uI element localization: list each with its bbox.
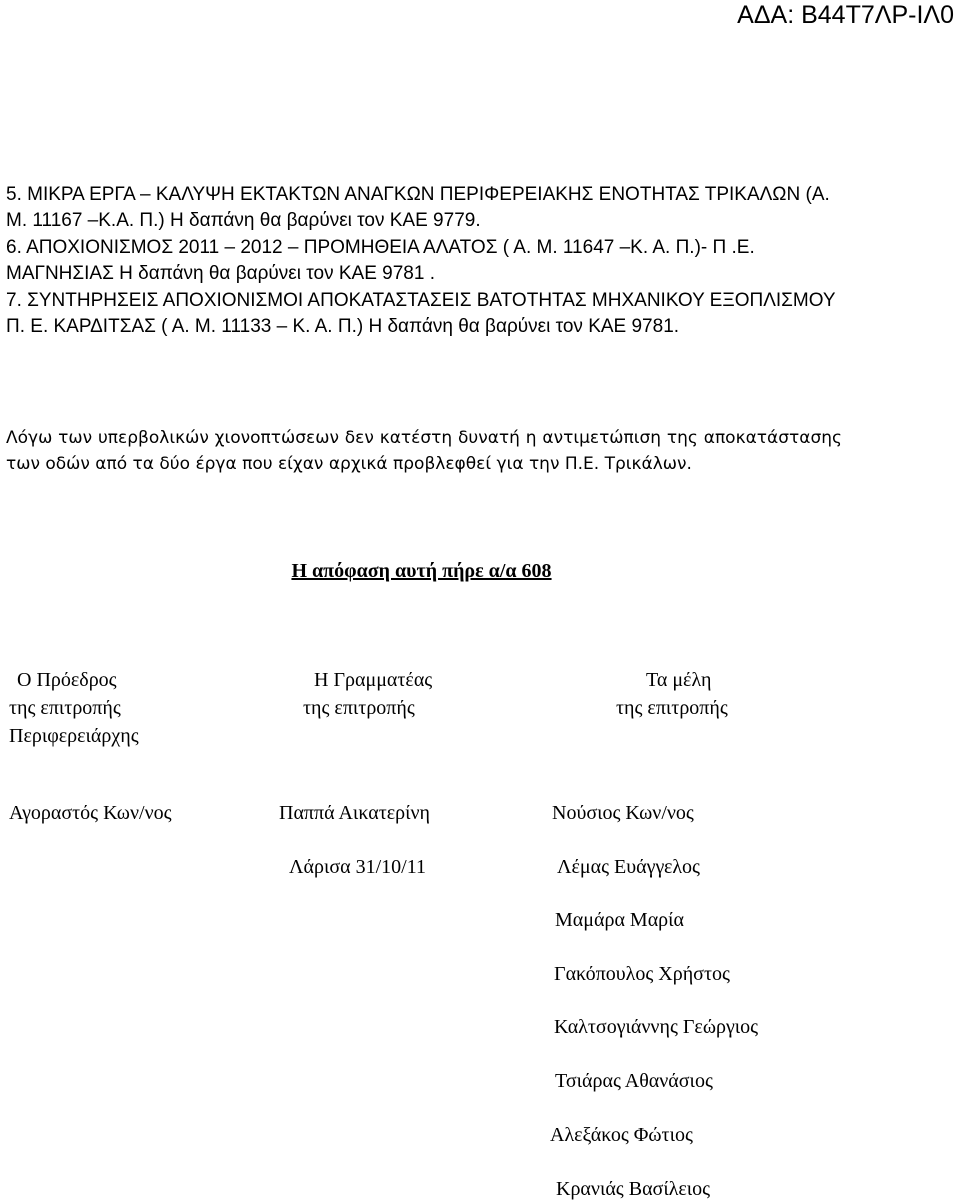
president-committee: της επιτροπής [9, 697, 121, 719]
member-name: Μαμάρα Μαρία [555, 909, 685, 931]
member-name: Τσιάρας Αθανάσιος [555, 1070, 713, 1092]
signature-president [9, 666, 139, 750]
signature-secretary [303, 666, 432, 722]
decision-heading: Η απόφαση αυτή πήρε α/α 608 [291, 560, 552, 582]
members-committee: της επιτροπής [616, 697, 728, 719]
member-name: Καλτσογιάννης Γεώργιος [554, 1016, 759, 1038]
agenda-item-7: 7. ΣΥΝΤΗΡΗΣΕΙΣ ΑΠΟΧΙΟΝΙΣΜΟΙ ΑΠΟΚΑΤΑΣΤΑΣΕΙΣ ΒΑΤΟΤΗΤΑΣ ΜΗΧΑΝΙΚΟΥ ΕΞΟΠΛΙΣΜΟΥ Π. Ε. ΚΑΡΔΙΤΣΑΣ ( Α. Μ. 11133 – Κ. Α. Π.) Η δαπάνη θα βαρύνει τον ΚΑΕ 9781. [6, 289, 836, 338]
agenda-items [6, 182, 846, 340]
member-name: Αλεξάκος Φώτιος [550, 1124, 693, 1146]
secretary-name: Παππά Αικατερίνη [279, 802, 430, 824]
justification-paragraph: Λόγω των υπερβολικών χιονοπτώσεων δεν κατέστη δυνατή η αντιμετώπιση της αποκατάστασης των οδών από τα δύο έργα που είχαν αρχικά προβλεφθεί για την Π.Ε. Τρικάλων. [6, 428, 842, 474]
member-name: Νούσιος Κων/νος [552, 802, 694, 824]
ada-code: ΑΔΑ: Β44Τ7ΛΡ-ΙΛ0 [737, 1, 954, 29]
secretary-title: Η Γραμματέας [314, 669, 433, 691]
members-title: Τα μέλη [646, 669, 712, 691]
secretary-committee: της επιτροπής [303, 697, 415, 719]
member-name: Κρανιάς Βασίλειος [556, 1178, 711, 1200]
member-name: Λέμας Ευάγγελος [557, 856, 700, 878]
member-name: Γακόπουλος Χρήστος [554, 963, 730, 985]
agenda-item-5: 5. ΜΙΚΡΑ ΕΡΓΑ – ΚΑΛΥΨΗ ΕΚΤΑΚΤΩΝ ΑΝΑΓΚΩΝ ΠΕΡΙΦΕΡΕΙΑΚΗΣ ΕΝΟΤΗΤΑΣ ΤΡΙΚΑΛΩΝ (Α. Μ. 11167 –Κ.Α. Π.) Η δαπάνη θα βαρύνει τον ΚΑΕ 9779. [6, 184, 830, 232]
president-name: Αγοραστός Κων/νος [9, 802, 172, 824]
place-date: Λάρισα 31/10/11 [289, 856, 426, 878]
agenda-item-6: 6. ΑΠΟΧΙΟΝΙΣΜΟΣ 2011 – 2012 – ΠΡΟΜΗΘΕΙΑ ΑΛΑΤΟΣ ( Α. Μ. 11647 –Κ. Α. Π.)- Π .Ε. ΜΑΓΝΗΣΙΑΣ Η δαπάνη θα βαρύνει τον ΚΑΕ 9781 . [6, 236, 755, 285]
president-title: Ο Πρόεδρος [17, 669, 117, 691]
president-role: Περιφερειάρχης [9, 725, 139, 747]
signature-members [616, 666, 728, 722]
